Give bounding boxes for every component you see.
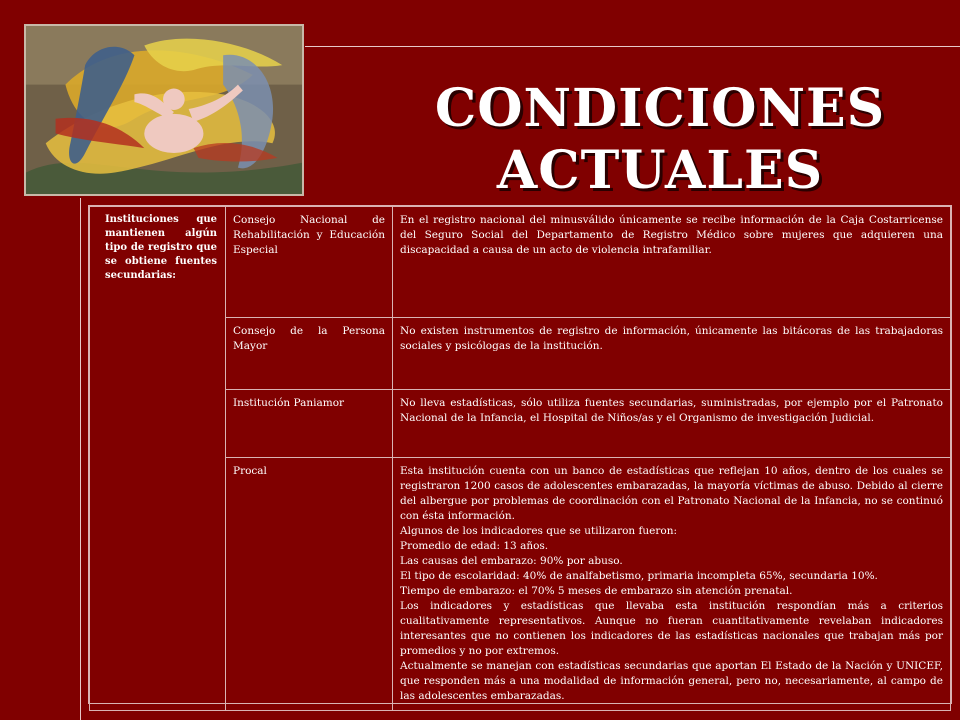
title-line-1: CONDICIONES bbox=[434, 78, 886, 139]
title-line-2: ACTUALES bbox=[496, 140, 824, 201]
description-paragraph: Actualmente se manejan con estadísticas secundarias que aportan El Estado de la Nación y UNICEF, que responden más a una modalidad de información general, pero no, necesariamente, al campo de las adolescentes embarazadas. bbox=[400, 660, 943, 702]
table-row bbox=[90, 207, 951, 318]
decorative-top-line bbox=[305, 46, 960, 47]
description-paragraph: Tiempo de embarazo: el 70% 5 meses de embarazo sin atención prenatal. bbox=[400, 585, 793, 597]
institution-cell: Consejo de la Persona Mayor bbox=[226, 318, 393, 390]
description-paragraph: Algunos de los indicadores que se utilizaron fueron: bbox=[400, 525, 678, 537]
description-cell bbox=[393, 318, 951, 390]
description-paragraph: No lleva estadísticas, sólo utiliza fuentes secundarias, suministradas, por ejemplo por el Patronato Nacional de la Infancia, el Hospital de Niños/as y el Organismo de investigación Judicial. bbox=[400, 397, 943, 424]
description-paragraph: Promedio de edad: 13 años. bbox=[400, 540, 549, 552]
category-header-cell: Instituciones que mantienen algún tipo de registro que se obtiene fuentes secundarias: bbox=[90, 207, 226, 711]
description-paragraph: Las causas del embarazo: 90% por abuso. bbox=[400, 555, 623, 567]
description-paragraph: Esta institución cuenta con un banco de estadísticas que reflejan 10 años, dentro de los cuales se registraron 1200 casos de adolescentes embarazadas, la mayoría víctimas de abuso. Debido al cierre del albergue por problemas de coordinación con el Patronato Nacional de la Infancia, no se continuó con ésta información. bbox=[400, 465, 943, 522]
description-paragraph: En el registro nacional del minusválido únicamente se recibe información de la Caja Costarricense del Seguro Social del Departamento de Registro Médico sobre mujeres que adquieren una discapacidad a causa de un acto de violencia intrafamiliar. bbox=[400, 214, 943, 256]
description-cell bbox=[393, 390, 951, 458]
description-paragraph: No existen instrumentos de registro de información, únicamente las bitácoras de las trabajadoras sociales y psicólogas de la institución. bbox=[400, 325, 943, 352]
decorative-vertical-line bbox=[80, 198, 81, 720]
description-cell bbox=[393, 458, 951, 711]
institution-cell: Procal bbox=[226, 458, 393, 711]
description-paragraph: El tipo de escolaridad: 40% de analfabetismo, primaria incompleta 65%, secundaria 10%. bbox=[400, 570, 878, 582]
institutions-table bbox=[88, 205, 952, 704]
description-paragraph: Los indicadores y estadísticas que llevaba esta institución respondían más a criterios cualitativamente representativos. Aunque no fueran cuantitativamente revelaban indicadores interesantes que no contienen los indicadores de las estadísticas nacionales que trabajan más por promedios y no por extremos. bbox=[400, 600, 943, 657]
painting-image bbox=[24, 24, 304, 196]
institution-cell: Consejo Nacional de Rehabilitación y Educación Especial bbox=[226, 207, 393, 318]
institution-cell: Institución Paniamor bbox=[226, 390, 393, 458]
description-cell bbox=[393, 207, 951, 318]
page-title bbox=[380, 78, 940, 202]
painting-art-icon bbox=[26, 26, 302, 194]
